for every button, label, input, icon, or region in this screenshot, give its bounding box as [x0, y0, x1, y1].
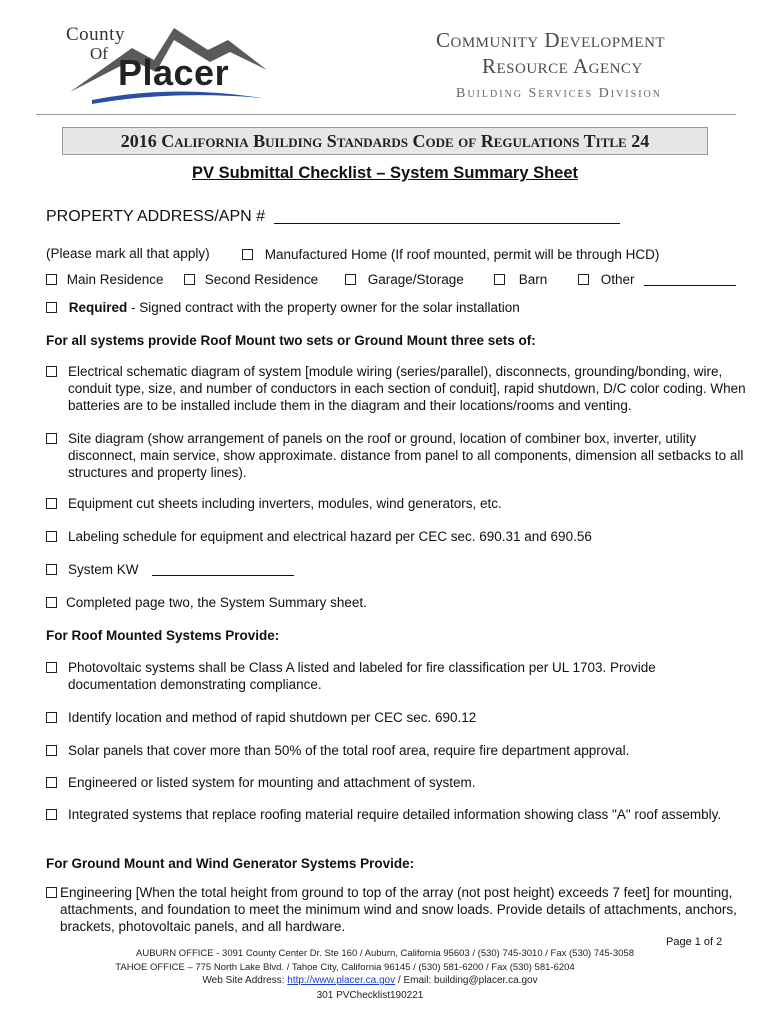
section-ground-mount: For Ground Mount and Wind Generator Systems Provide: [46, 856, 415, 871]
system-kw-checkbox[interactable] [46, 564, 57, 575]
logo-county-text: County [66, 24, 125, 45]
other-field[interactable] [644, 272, 736, 286]
form-number: 301 PVChecklist190221 [316, 990, 424, 1001]
property-address-field[interactable] [274, 207, 620, 224]
checklist-item[interactable] [46, 659, 746, 695]
checklist-item[interactable] [46, 806, 746, 842]
checklist-item[interactable] [46, 774, 746, 792]
engineering-checkbox[interactable] [46, 887, 57, 898]
checklist-item[interactable] [46, 561, 746, 579]
manufactured-home-checkbox[interactable] [242, 249, 253, 260]
property-address-row [46, 207, 620, 226]
property-type-main[interactable] [46, 271, 164, 288]
section-all-systems: For all systems provide Roof Mount two sets or Ground Mount three sets of: [46, 333, 536, 348]
checklist-item[interactable] [46, 363, 746, 415]
header-divider [36, 114, 736, 115]
roof-coverage-checkbox[interactable] [46, 745, 57, 756]
agency-name-line2: Resource Agency [482, 54, 643, 78]
website-link[interactable]: http://www.placer.ca.gov [287, 975, 396, 986]
page-two-text: Completed page two, the System Summary sheet. [66, 595, 367, 610]
main-residence-label: Main Residence [66, 272, 164, 287]
property-address-label: PROPERTY ADDRESS/APN # [46, 208, 266, 225]
garage-storage-checkbox[interactable] [345, 274, 356, 285]
property-type-second[interactable] [184, 271, 318, 288]
checklist-item[interactable] [46, 709, 746, 727]
garage-storage-label: Garage/Storage [367, 272, 464, 287]
checklist-item[interactable] [46, 594, 746, 612]
footer-web-label: Web Site Address: [202, 975, 288, 986]
engineered-system-checkbox[interactable] [46, 777, 57, 788]
system-kw-field[interactable] [152, 562, 294, 576]
section-roof-mounted: For Roof Mounted Systems Provide: [46, 628, 280, 643]
electrical-schematic-text: Electrical schematic diagram of system [module wiring (series/parallel), disconnects, grounding/bonding, wire, conduit type, size, and number of conductors in each section of conduit], rapid shutdown, D/C color coding. When batteries are to be installed include them in the diagram and their locations/rooms and venting. [68, 364, 746, 413]
mark-all-note: (Please mark all that apply) [46, 246, 210, 261]
second-residence-label: Second Residence [204, 272, 319, 287]
roof-coverage-text: Solar panels that cover more than 50% of the total roof area, require fire department approval. [68, 743, 630, 758]
property-type-garage[interactable] [345, 271, 464, 288]
county-logo [62, 20, 272, 110]
checklist-item[interactable] [46, 528, 746, 546]
form-title: PV Submittal Checklist – System Summary Sheet [191, 164, 579, 182]
equipment-cut-sheets-checkbox[interactable] [46, 498, 57, 509]
required-checkbox[interactable] [46, 302, 57, 313]
required-label: Required [68, 300, 128, 315]
required-text: - Signed contract with the property owner for the solar installation [127, 300, 520, 315]
integrated-systems-checkbox[interactable] [46, 809, 57, 820]
property-type-barn[interactable] [494, 271, 547, 288]
manufactured-home-option[interactable] [242, 246, 659, 263]
system-kw-label: System KW [68, 562, 139, 577]
required-row [46, 299, 520, 316]
footer-tahoe-office: TAHOE OFFICE – 775 North Lake Blvd. / Tahoe City, California 96145 / (530) 581-6200 / Fax (530) 581-6204 [115, 962, 575, 973]
other-checkbox[interactable] [578, 274, 589, 285]
class-a-listed-text: Photovoltaic systems shall be Class A listed and labeled for fire classification per UL 1703. Provide documentation demonstrating compliance. [68, 660, 656, 692]
other-label: Other [600, 272, 635, 287]
manufactured-home-label: Manufactured Home (If roof mounted, permit will be through HCD) [264, 247, 660, 262]
property-type-other[interactable] [578, 271, 736, 288]
footer-email: / Email: building@placer.ca.gov [395, 975, 538, 986]
integrated-systems-text: Integrated systems that replace roofing material require detailed information showing class "A" roof assembly. [68, 807, 722, 822]
equipment-cut-sheets-text: Equipment cut sheets including inverters, modules, wind generators, etc. [68, 496, 502, 511]
code-title: 2016 California Building Standards Code of Regulations Title 24 [120, 131, 650, 151]
division-name: Building Services Division [456, 86, 662, 101]
checklist-item[interactable] [46, 495, 746, 513]
rapid-shutdown-checkbox[interactable] [46, 712, 57, 723]
site-diagram-text: Site diagram (show arrangement of panels on the roof or ground, location of combiner box, inverter, utility disconnect, main service, show approximate. distance from panel to all components, dimension all setbacks to all structures and property lines). [68, 431, 744, 480]
electrical-schematic-checkbox[interactable] [46, 366, 57, 377]
second-residence-checkbox[interactable] [184, 274, 195, 285]
site-diagram-checkbox[interactable] [46, 433, 57, 444]
labeling-schedule-text: Labeling schedule for equipment and electrical hazard per CEC sec. 690.31 and 690.56 [68, 529, 592, 544]
engineered-system-text: Engineered or listed system for mounting and attachment of system. [68, 775, 476, 790]
code-title-box [62, 127, 708, 155]
logo-placer-text: Placer [118, 52, 230, 93]
checklist-item[interactable] [46, 884, 746, 936]
checklist-item[interactable] [46, 742, 746, 760]
footer-auburn-office: AUBURN OFFICE - 3091 County Center Dr. Ste 160 / Auburn, California 95603 / (530) 745-3010 / Fax (530) 745-3058 [136, 948, 634, 959]
rapid-shutdown-text: Identify location and method of rapid shutdown per CEC sec. 690.12 [68, 710, 477, 725]
page-number: Page 1 of 2 [666, 936, 723, 948]
page-two-checkbox[interactable] [46, 597, 57, 608]
checklist-item[interactable] [46, 430, 746, 482]
barn-checkbox[interactable] [494, 274, 505, 285]
main-residence-checkbox[interactable] [46, 274, 57, 285]
agency-name-line1: Community Development [436, 28, 666, 52]
footer-web [0, 975, 740, 986]
logo-of-text: Of [90, 44, 108, 63]
barn-label: Barn [518, 272, 548, 287]
labeling-schedule-checkbox[interactable] [46, 531, 57, 542]
class-a-listed-checkbox[interactable] [46, 662, 57, 673]
engineering-text: Engineering [When the total height from ground to top of the array (not post height) exceeds 7 feet] for mounting, attachments, and foundation to meet the minimum wind and snow loads. Provide details of attachments, anchors, brackets, photovoltaic panels, and all hardware. [60, 885, 737, 934]
